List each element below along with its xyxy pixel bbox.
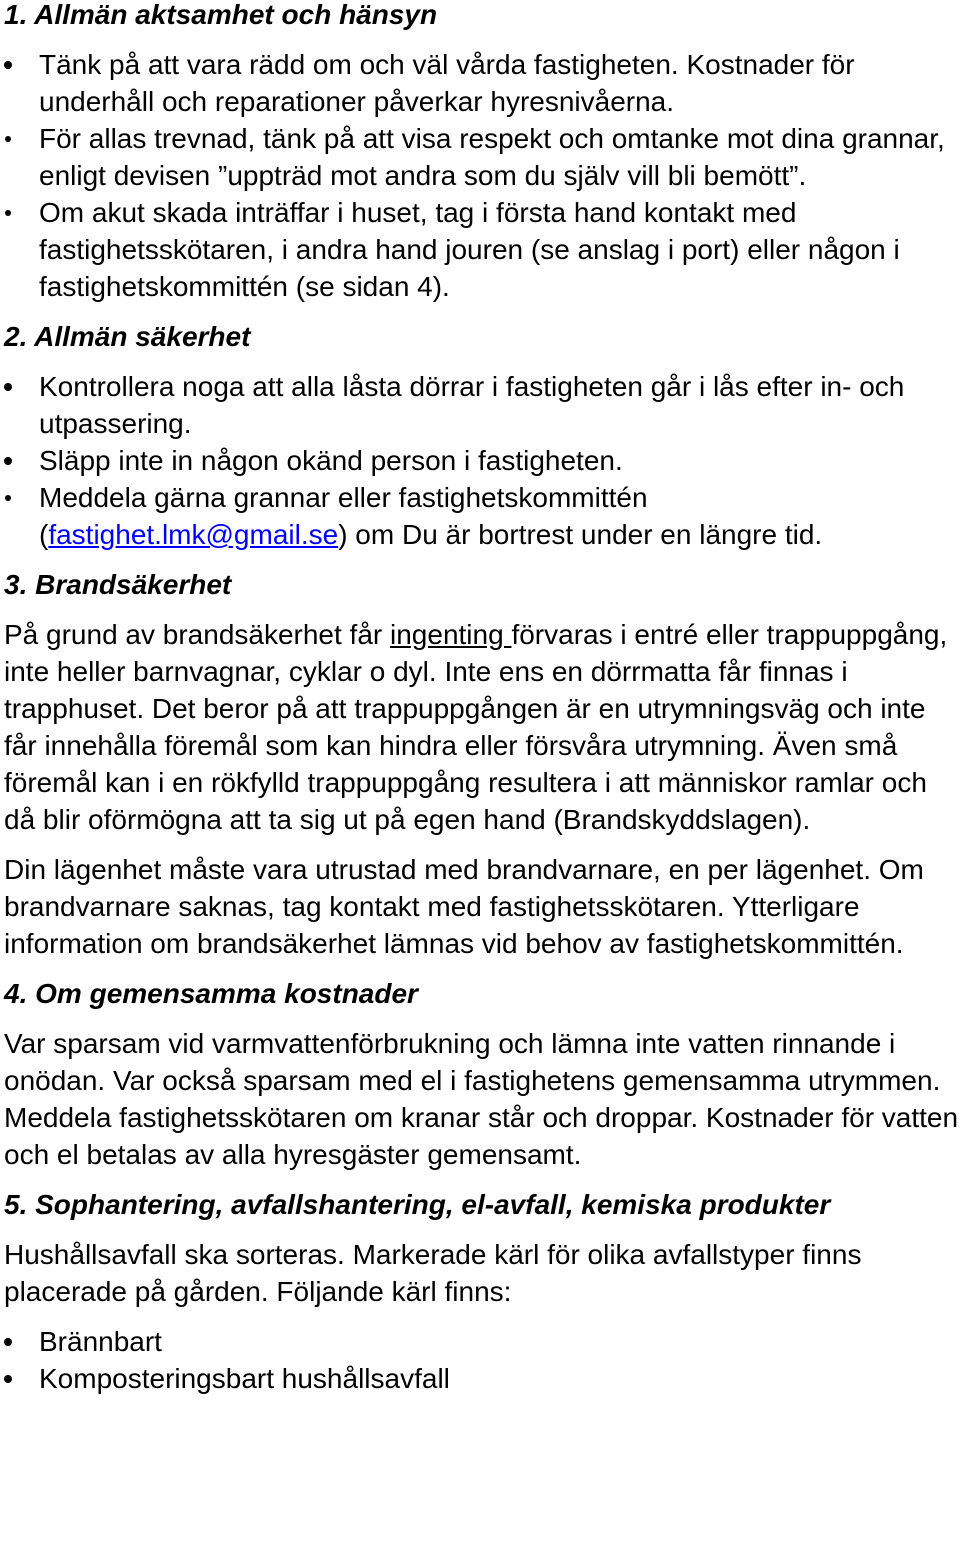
section-2-heading: 2. Allmän säkerhet	[4, 321, 251, 352]
bullet-icon	[5, 136, 11, 142]
section-3-heading: 3. Brandsäkerhet	[4, 569, 232, 600]
section-5-list	[4, 1323, 960, 1397]
section-4-paragraph-1: Var sparsam vid varmvattenförbrukning och lämna inte vatten rinnande i onödan. Var också sparsam med el i fastighetens gemensamma utrymmen. Meddela fastighetsskötaren om kranar står och droppar. Kostnader för vatten och el betalas av alla hyresgäster gemensamt.	[4, 1028, 959, 1170]
bullet-icon	[5, 495, 11, 501]
section-5-paragraph-1: Hushållsavfall ska sorteras. Markerade kärl för olika avfallstyper finns placerade på gården. Följande kärl finns:	[4, 1239, 862, 1307]
paragraph-text: På grund av brandsäkerhet får	[4, 619, 391, 650]
list-item	[4, 442, 960, 479]
list-item-text-before-email: Meddela gärna grannar eller fastighetskommittén (	[39, 482, 648, 550]
list-item	[4, 120, 960, 194]
bullet-icon	[4, 457, 12, 465]
list-item	[4, 46, 960, 120]
list-item-text: Släpp inte in någon okänd person i fastigheten.	[39, 445, 623, 476]
list-item-text: Kontrollera noga att alla låsta dörrar i fastigheten går i lås efter in- och utpassering.	[39, 371, 905, 439]
document-page	[4, 0, 960, 1397]
paragraph-text: förvaras i entré eller trappuppgång, inte heller barnvagnar, cyklar o dyl. Inte ens en dörrmatta får finnas i trapphuset. Det beror på att trappuppgången är en utrymningsväg och inte får innehålla föremål som kan hindra eller försvåra utrymning. Även små föremål kan i en rökfylld trappuppgång resultera i att människor ramlar och då blir oförmögna att ta sig ut på egen hand (Brandskyddslagen).	[4, 619, 948, 835]
bullet-icon	[4, 1338, 12, 1346]
bullet-icon	[4, 61, 12, 69]
section-2-list	[4, 368, 960, 553]
section-1-heading: 1. Allmän aktsamhet och hänsyn	[4, 0, 438, 30]
list-item-text: För allas trevnad, tänk på att visa respekt och omtanke mot dina grannar, enligt devisen ”uppträd mot andra som du själv vill bli bemött”.	[39, 123, 945, 191]
section-1-list	[4, 46, 960, 305]
list-item	[4, 479, 960, 553]
email-link[interactable]: fastighet.lmk@gmail.se	[48, 519, 339, 550]
bullet-icon	[4, 383, 12, 391]
list-item	[4, 368, 960, 442]
list-item-text: Om akut skada inträffar i huset, tag i första hand kontakt med fastighetsskötaren, i andra hand jouren (se anslag i port) eller någon i fastighetskommittén (se sidan 4).	[39, 197, 900, 302]
list-item	[4, 1360, 960, 1397]
list-item-text: Komposteringsbart hushållsavfall	[39, 1363, 450, 1394]
bullet-icon	[5, 210, 11, 216]
list-item-text: Tänk på att vara rädd om och väl vårda fastigheten. Kostnader för underhåll och reparationer påverkar hyresnivåerna.	[39, 49, 855, 117]
list-item	[4, 1323, 960, 1360]
section-5-heading: 5. Sophantering, avfallshantering, el-avfall, kemiska produkter	[4, 1189, 831, 1220]
underlined-word: ingenting	[390, 619, 512, 650]
section-3-paragraph-1	[4, 616, 960, 838]
list-item-text-after-email: ) om Du är bortrest under en längre tid.	[338, 519, 823, 550]
list-item-text: Brännbart	[39, 1326, 162, 1357]
list-item	[4, 194, 960, 305]
bullet-icon	[4, 1375, 12, 1383]
section-3-paragraph-2: Din lägenhet måste vara utrustad med brandvarnare, en per lägenhet. Om brandvarnare saknas, tag kontakt med fastighetsskötaren. Ytterligare information om brandsäkerhet lämnas vid behov av fastighetskommittén.	[4, 854, 924, 959]
section-4-heading: 4. Om gemensamma kostnader	[4, 978, 418, 1009]
